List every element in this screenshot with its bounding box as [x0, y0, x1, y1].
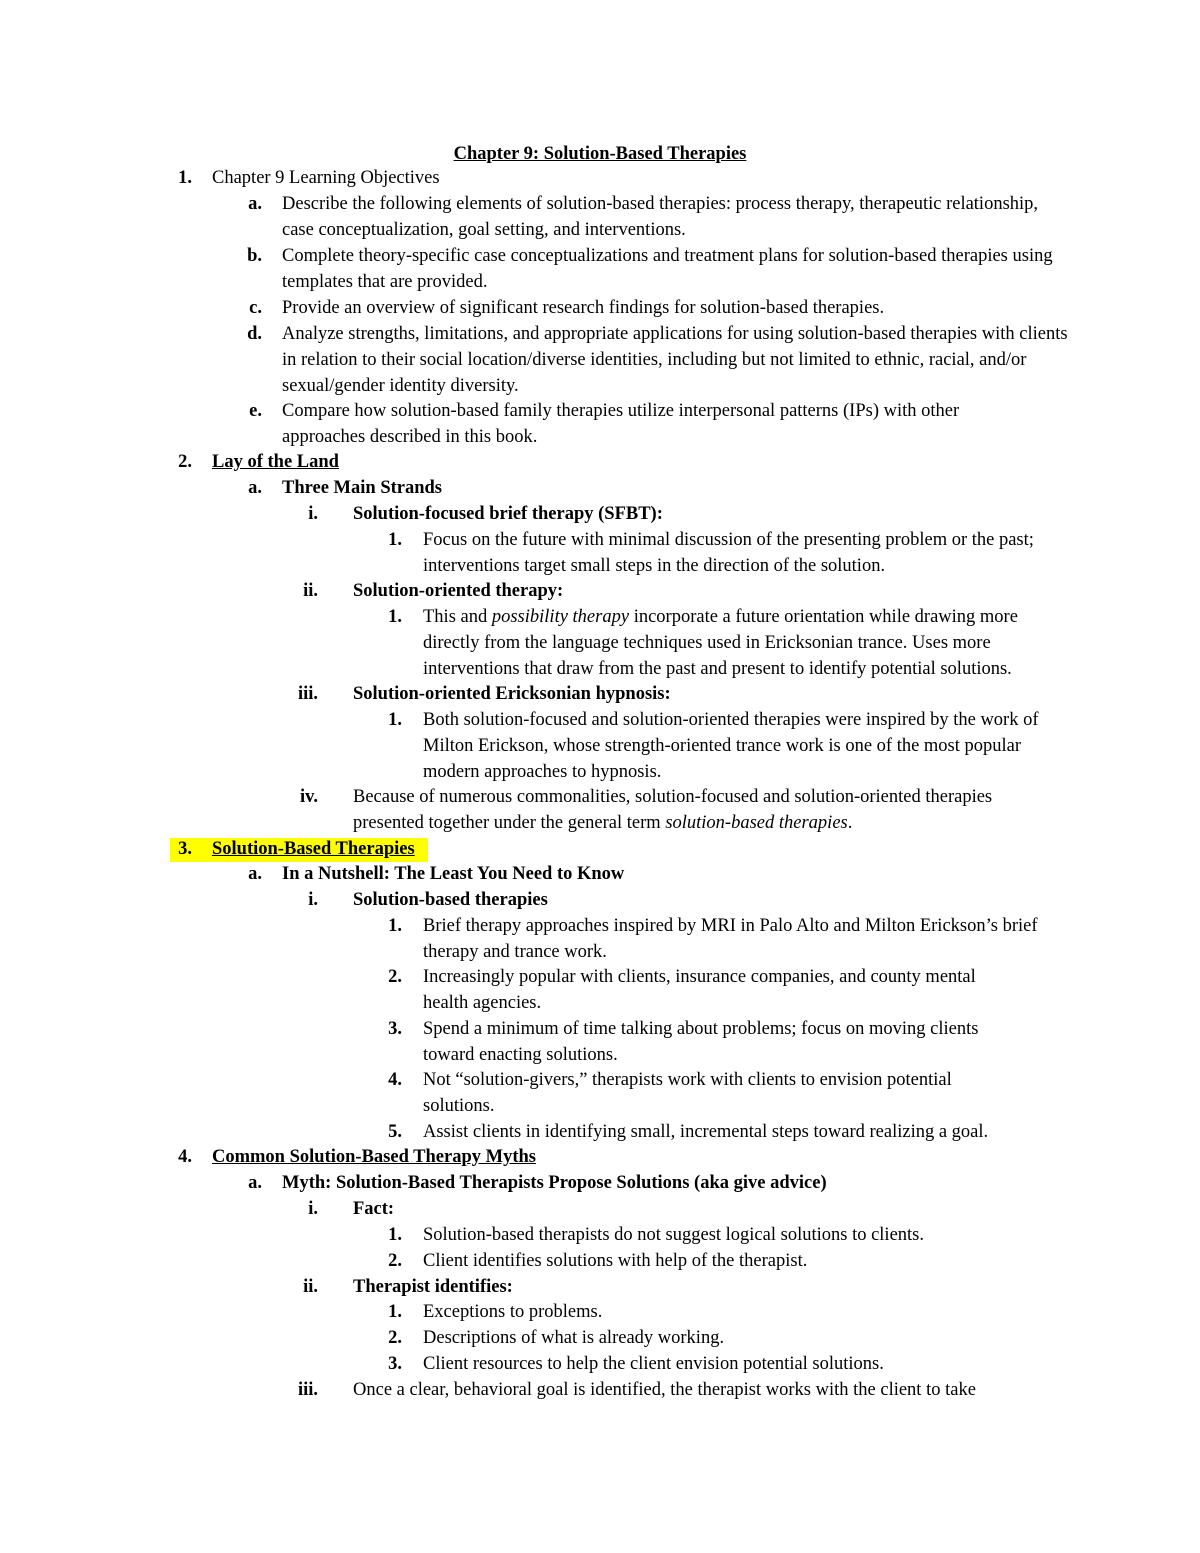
list-marker: a. — [248, 194, 262, 214]
list-marker: ii. — [303, 1277, 318, 1297]
strand-note-text — [353, 785, 1053, 837]
subsection-text: In a Nutshell: The Least You Need to Know — [282, 864, 625, 884]
section-heading: Lay of the Land — [212, 452, 339, 472]
list-marker: 1. — [388, 607, 402, 627]
subsection-text: Myth: Solution-Based Therapists Propose Solutions (aka give advice) — [282, 1173, 827, 1193]
list-marker: 3. — [388, 1019, 402, 1039]
list-marker: 4. — [388, 1070, 402, 1090]
list-marker: 1. — [178, 168, 192, 188]
list-marker: 3. — [178, 839, 192, 859]
text-segment: . — [847, 812, 853, 833]
page-title: Chapter 9: Solution-Based Therapies — [453, 144, 747, 164]
text-segment: Because of numerous commonalities, solution-focused and solution-oriented therapies presented together under the general term — [353, 787, 993, 833]
subsection-text: Three Main Strands — [282, 478, 443, 498]
list-item-text: Not “solution-givers,” therapists work with clients to envision potential solutions. — [423, 1070, 952, 1116]
strand-note-text: Once a clear, behavioral goal is identified, the therapist works with the client to take — [353, 1380, 976, 1400]
list-item-text: Provide an overview of significant research findings for solution-based therapies. — [282, 298, 885, 318]
list-item-text: Solution-based therapists do not suggest logical solutions to clients. — [423, 1225, 924, 1245]
strand-text: Solution-focused brief therapy (SFBT): — [353, 504, 663, 524]
list-marker: i. — [308, 504, 318, 524]
list-marker: 2. — [388, 1328, 402, 1348]
list-item-text: Focus on the future with minimal discussion of the presenting problem or the past; interventions target small steps in the direction of the solution. — [423, 530, 1034, 576]
list-item-text: Brief therapy approaches inspired by MRI in Palo Alto and Milton Erickson’s brief therapy and trance work. — [423, 916, 1038, 962]
list-marker: 1. — [388, 1302, 402, 1322]
list-item-text: Compare how solution-based family therapies utilize interpersonal patterns (IPs) with other approaches described in this book. — [282, 401, 960, 447]
list-marker: iii. — [297, 1380, 318, 1400]
list-marker: a. — [248, 864, 262, 884]
text-segment: incorporate a future orientation while drawing more directly from the language techniques used in Ericksonian trance. Uses more interventions that draw from the past and present to identify potential solutions. — [423, 607, 1018, 679]
list-marker: a. — [248, 478, 262, 498]
section-heading: Solution-Based Therapies — [212, 839, 415, 859]
list-marker: i. — [308, 890, 318, 910]
strand-text: Solution-oriented Ericksonian hypnosis: — [353, 684, 671, 704]
list-item-text: Descriptions of what is already working. — [423, 1328, 725, 1348]
list-marker: iv. — [300, 787, 318, 807]
strand-text: Solution-oriented therapy: — [353, 581, 564, 601]
list-marker: i. — [308, 1199, 318, 1219]
list-marker: d. — [247, 324, 262, 344]
emphasis-text: possibility therapy — [491, 607, 630, 627]
strand-text: Solution-based therapies — [353, 890, 548, 910]
list-item-text: Complete theory-specific case conceptualizations and treatment plans for solution-based therapies using templates that are provided. — [282, 246, 1053, 292]
list-marker: 1. — [388, 916, 402, 936]
list-marker: 1. — [388, 710, 402, 730]
list-item-text: Describe the following elements of solution-based therapies: process therapy, therapeutic relationship, case conceptualization, goal setting, and interventions. — [282, 194, 1039, 240]
list-item-text: Analyze strengths, limitations, and appropriate applications for using solution-based therapies with clients in relation to their social location/diverse identities, including but not limited to ethnic, racial, and/or sexual/gender identity diversity. — [282, 324, 1068, 396]
list-marker: b. — [247, 246, 262, 266]
list-marker: e. — [249, 401, 262, 421]
list-marker: 2. — [388, 1251, 402, 1271]
list-item-text: Client resources to help the client envision potential solutions. — [423, 1354, 884, 1374]
list-marker: 4. — [178, 1147, 192, 1167]
list-item-text: Exceptions to problems. — [423, 1302, 603, 1322]
section-heading: Common Solution-Based Therapy Myths — [212, 1147, 536, 1167]
list-marker: 1. — [388, 1225, 402, 1245]
text-segment: This and — [423, 607, 492, 627]
list-item-text: Both solution-focused and solution-oriented therapies were inspired by the work of Milton Erickson, whose strength-oriented trance work is one of the most popular modern approaches to hypnosis. — [423, 710, 1039, 782]
list-marker: ii. — [303, 581, 318, 601]
list-item-text: Increasingly popular with clients, insurance companies, and county mental health agencies. — [423, 967, 976, 1013]
list-item-text: Assist clients in identifying small, incremental steps toward realizing a goal. — [423, 1122, 989, 1142]
list-marker: 3. — [388, 1354, 402, 1374]
strand-text: Fact: — [353, 1199, 395, 1219]
section-heading: Chapter 9 Learning Objectives — [212, 168, 440, 188]
list-marker: a. — [248, 1173, 262, 1193]
strand-text: Therapist identifies: — [353, 1277, 513, 1297]
emphasis-text: solution-based therapies — [665, 812, 848, 833]
list-marker: iii. — [297, 684, 318, 704]
list-marker: 1. — [388, 530, 402, 550]
list-marker: 2. — [388, 967, 402, 987]
list-item-text — [423, 605, 1063, 682]
list-marker: 2. — [178, 452, 192, 472]
list-marker: c. — [249, 298, 262, 318]
list-marker: 5. — [388, 1122, 402, 1142]
list-item-text: Client identifies solutions with help of the therapist. — [423, 1251, 808, 1271]
list-item-text: Spend a minimum of time talking about problems; focus on moving clients toward enacting solutions. — [423, 1019, 979, 1065]
section-1 — [0, 166, 1200, 192]
